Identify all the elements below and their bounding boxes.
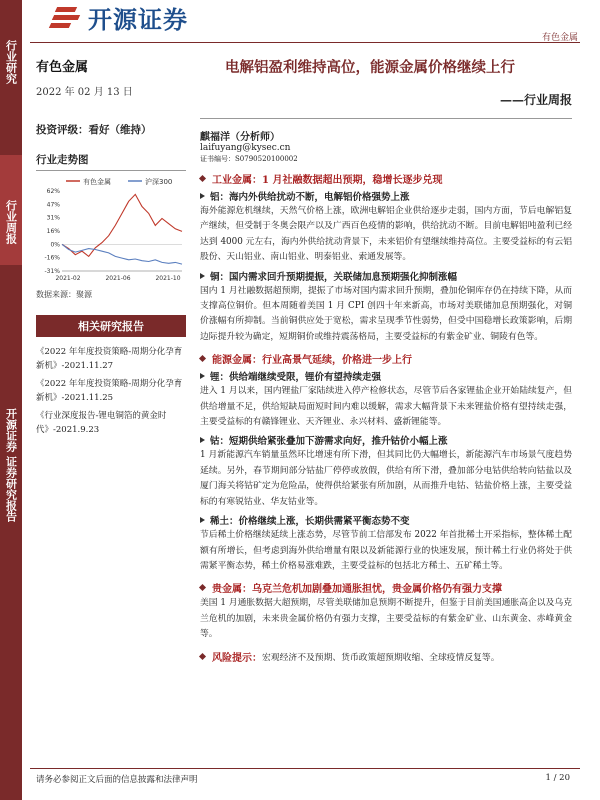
y-tick-label: 0% <box>50 241 60 249</box>
subsection-heading <box>200 433 572 447</box>
section-heading-text: 贵金属：乌克兰危机加剧叠加通胀担忧，贵金属价格仍有强力支撑 <box>212 584 502 596</box>
series-line <box>62 244 182 264</box>
x-tick-label: 2021-06 <box>105 275 131 282</box>
report-title: 电解铝盈利维持高位，能源金属价格继续上行 <box>225 59 515 76</box>
right-column <box>200 56 572 664</box>
legend-label: 沪深300 <box>145 178 173 186</box>
brand-name: 开源证券 <box>88 5 188 34</box>
section-heading <box>200 580 572 595</box>
section-heading <box>200 171 572 186</box>
related-report-item[interactable]: 《2022 年年度投资策略-周期分化孕育新机》-2021.11.25 <box>36 379 183 403</box>
report-section <box>200 351 572 574</box>
side-label-top-text: 行业研究 <box>4 40 18 84</box>
page-number: 1 / 20 <box>545 773 570 783</box>
report-date: 2022 年 02 月 13 日 <box>36 87 133 98</box>
y-tick-label: -31% <box>44 268 60 275</box>
analyst-name: 麒福洋（分析师） <box>200 132 280 143</box>
footer-disclaimer: 请务必参阅正文后面的信息披露和法律声明 <box>36 775 198 785</box>
analyst-info <box>200 132 572 165</box>
report-section <box>200 580 572 642</box>
diamond-bullet-icon <box>199 355 206 362</box>
x-tick-label: 2021-10 <box>155 275 181 282</box>
report-sections <box>200 171 572 664</box>
side-label-middle <box>0 200 22 247</box>
legend-label: 有色金属 <box>83 178 111 186</box>
side-label-top <box>0 40 22 87</box>
section-heading <box>200 351 572 366</box>
diamond-bullet-icon <box>199 652 206 659</box>
subsection-heading-text: 铜：国内需求回升预期提振，关联储加息预期强化抑制涨幅 <box>210 271 458 283</box>
triangle-bullet-icon <box>200 437 205 443</box>
related-report-item[interactable]: 《行业深度报告-锂电铜箔的黄金时代》-2021.9.23 <box>36 411 167 435</box>
y-tick-label: 31% <box>46 214 60 222</box>
analyst-cert: 证书编号：S0790520100002 <box>200 155 298 163</box>
y-tick-label: -16% <box>44 254 60 262</box>
subsection-heading <box>200 513 572 527</box>
trend-chart <box>36 175 186 287</box>
section-inline-text: 宏观经济不及预期、货币政策超预期收缩、全球疫情反复等。 <box>262 652 500 663</box>
y-tick-label: 47% <box>46 201 60 209</box>
section-paragraph: 进入 1 月以来，国内锂盐厂家陆续进入停产检修状态，尽管节后各家锂盐企业开始陆续复产，但供给增量不足，供给短缺局面短时间内难以缓解，需求大幅背景下未来锂盐价格有望持续走强，主要受益标的有赣锋锂业、天齐锂业、永兴材料、盛新锂能等。 <box>200 386 572 428</box>
y-tick-label: 62% <box>46 188 60 195</box>
x-tick-label: 2021-02 <box>55 275 81 282</box>
investment-rating: 投资评级：看好（维持） <box>36 124 152 136</box>
subsection-heading-text: 钴：短期供给紧张叠加下游需求向好，推升钴价小幅上涨 <box>210 436 448 448</box>
subsection-heading <box>200 189 572 203</box>
report-subtitle: ——行业周报 <box>499 93 572 107</box>
section-paragraph: 国内 1 月社融数据超预期，提振了市场对国内需求回升预期，叠加伦铜库存仍在持续下降，从而支撑高位铜价。但本周随着美国 1 月 CPI 创四十年来新高，市场对美联储加息预期强化，对铜价涨幅有所抑制。当前铜供应处于宽松，需求呈现季节性弱势，但受中国稳增长政策影响，后期边际提升较为确定，短期铜价或维持震荡格局，主要受益标的有紫金矿业、铜陵有色等。 <box>200 285 572 342</box>
related-report-item[interactable]: 《2022 年年度投资策略-周期分化孕育新机》-2021.11.27 <box>36 347 183 371</box>
side-strip <box>0 0 22 800</box>
section-paragraph: 海外能源危机继续，天然气价格上涨，欧洲电解铝企业供给逐步走弱，国内方面，节后电解铝复产继续，但受制于冬奥会限产以及广西百色疫情的影响，供给扰动不断。目前电解铝吨盈利已经达到 4000 元左右，海内外供给扰动背景下，未来铝价有望继续维持高位。主要受益标的有云铝股份、天山铝业、南山铝业、明泰铝业、索通发展等。 <box>200 206 572 263</box>
related-reports-list <box>36 345 186 437</box>
brand-mark-icon <box>50 4 84 30</box>
side-label-bottom-text: 开源证券 证券研究报告 <box>4 408 18 522</box>
brand-logo <box>50 2 188 32</box>
subsection-heading-text: 锂：供给端继续受限，锂价有望持续走强 <box>210 372 382 384</box>
trend-chart-svg <box>36 175 186 287</box>
chart-source: 数据来源：聚源 <box>36 290 92 299</box>
section-heading-text: 能源金属：行业高景气延续，价格进一步上行 <box>212 355 412 367</box>
triangle-bullet-icon <box>200 273 205 279</box>
header-category: 有色金属 <box>541 33 578 43</box>
report-section <box>200 171 572 345</box>
triangle-bullet-icon <box>200 517 205 523</box>
subsection-heading-text: 铝：海内外供给扰动不断，电解铝价格强势上涨 <box>210 192 410 203</box>
diamond-bullet-icon <box>199 584 206 591</box>
section-paragraph: 节后稀土价格继续延续上涨态势，尽管节前工信部发布 2022 年首批稀土开采指标，整体稀土配额有所增长，但考虑到海外供给增量有限以及新能源行业的快速发展，预计稀土行业仍将处于供需紧平衡态势，稀土价格易涨难跌，主要受益标的包括北方稀土、五矿稀土等。 <box>200 530 572 571</box>
subsection-heading-text: 稀土：价格继续上涨，长期供需紧平衡态势不变 <box>210 516 410 528</box>
section-paragraph: 1 月新能源汽车销量虽然环比增速有所下滑，但其同比仍大幅增长，新能源汽车市场景气度趋势延续。另外，春节期间部分钴盐厂停停或放假，供给有所下滑，叠加部分电钴供给转向钴盐以及厦门海关将钴矿定为危险品，使得供给紧张有所加剧，从而推升电钴、钴盐价格上涨，主要受益标的有寒锐钴业、华友钴业等。 <box>200 450 572 507</box>
series-line <box>62 194 182 256</box>
footer-divider <box>30 768 580 769</box>
triangle-bullet-icon <box>200 193 205 199</box>
subsection-heading <box>200 369 572 383</box>
section-heading-text: 风险提示： <box>212 652 262 664</box>
triangle-bullet-icon <box>200 373 205 379</box>
section-heading-text: 工业金属：1 月社融数据超出预期，稳增长逐步兑现 <box>212 175 443 186</box>
side-label-middle-text: 行业周报 <box>4 200 18 244</box>
related-reports-title: 相关研究报告 <box>36 315 186 337</box>
subsection-heading <box>200 269 572 283</box>
y-tick-label: 16% <box>46 228 60 235</box>
sector-name: 有色金属 <box>36 60 89 75</box>
section-paragraph: 美国 1 月通胀数据大超预期，尽管美联储加息预期不断提升，但鉴于目前美国通胀高企以及乌克兰危机的加剧，未来贵金属价格仍有强力支撑，主要受益标的有紫金矿业、山东黄金、赤峰黄金等。 <box>200 598 572 640</box>
header-divider <box>30 42 580 43</box>
analyst-email[interactable]: laifuyang@kysec.cn <box>200 143 291 153</box>
diamond-bullet-icon <box>199 175 206 182</box>
section-heading <box>200 649 572 664</box>
report-section <box>200 649 572 664</box>
trend-chart-title: 行业走势图 <box>36 152 186 171</box>
left-column <box>36 56 186 441</box>
title-divider <box>200 118 572 119</box>
side-label-bottom <box>0 405 22 528</box>
